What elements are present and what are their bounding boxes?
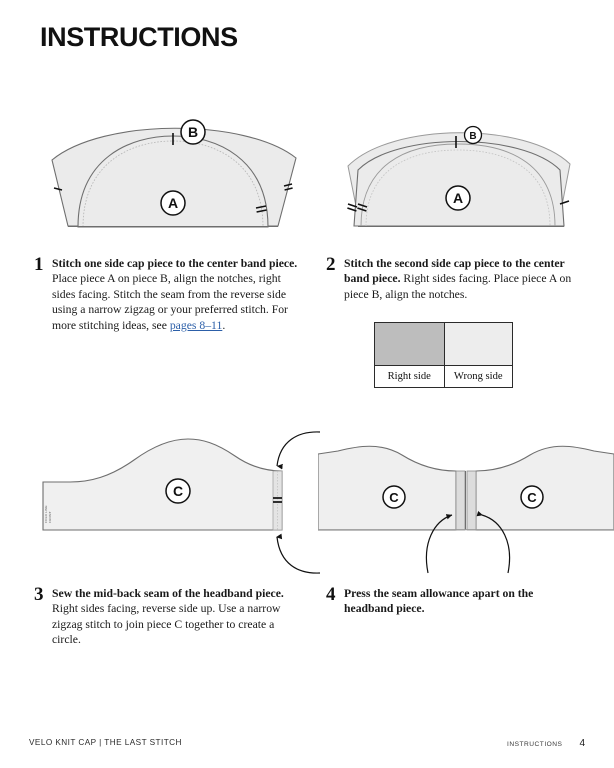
step-2-text [344,256,588,302]
seam-allowance-strip [273,471,282,530]
step-3-number: 3 [34,584,44,605]
figure-step-3-svg [30,425,320,575]
piece-c-left-label: C [389,490,399,505]
figure-step-4-svg [318,425,614,575]
step-1-number: 1 [34,254,44,275]
step-3-lead: Sew the mid-back seam of the headband piece. [52,587,284,600]
piece-a-label: A [452,190,464,206]
piece-c-right-label-badge [521,486,543,508]
figure-step-1-svg [30,100,315,230]
piece-c-left-label-badge [383,486,405,508]
piece-b-label: B [187,124,199,140]
step-1-text [52,256,298,333]
piece-c-right-shape [476,446,614,530]
footer-page-number: 4 [579,738,585,749]
step-1-body-tail: . [222,318,226,332]
step-3 [34,586,302,648]
footer-right-group [507,738,585,749]
footer-section-label: INSTRUCTIONS [506,741,563,748]
piece-a-label-badge [161,191,185,215]
step-4-number: 4 [326,584,336,605]
step-2-lead: Stitch the second side cap piece to the center band piece. [344,257,565,286]
piece-a-label: A [167,195,179,211]
figure-step-2-svg [330,100,585,230]
front-label: FRONT [48,511,52,523]
legend-swatch-row [375,323,512,365]
piece-c-shape [43,439,282,530]
piece-c-label-badge [166,479,190,503]
step-1 [34,256,298,333]
figure-step-3 [30,425,320,575]
piece-a-label-badge [446,186,470,210]
step-2 [326,256,588,302]
legend-label-row [375,365,512,387]
step-4-lead: Press the seam allowance apart on the headband piece. [344,587,534,616]
piece-b-label: B [469,131,477,142]
step-2-number: 2 [326,254,336,275]
figure-step-2 [330,100,585,230]
wrong-side-swatch [444,323,513,365]
right-side-swatch [375,323,444,365]
fabric-side-legend [374,322,513,388]
step-4 [326,586,576,617]
piece-c-right-label: C [527,490,537,505]
step-1-body: Place piece A on piece B, align the notches, right sides facing. Stitch the seam from the reverse side using a narrow zigzag or your preferred stitch. For more stitching ideas, see [52,272,288,332]
arrow-bottom-curved [277,537,320,573]
step-2-body: Right sides facing. Place piece A on piece B, align the notches. [344,272,572,301]
step-1-pages-link[interactable]: pages 8–11 [169,318,223,332]
step-3-body: Right sides facing, reverse side up. Use a narrow zigzag stitch to join piece C together to create a circle. [52,602,281,647]
page-title: INSTRUCTIONS [40,22,238,52]
step-4-text [344,586,576,617]
fold-line-label: FOLD LINE [44,505,48,523]
footer-project-title: VELO KNIT CAP | THE LAST STITCH [29,738,182,747]
figure-step-1 [30,100,315,230]
step-3-text [52,586,302,648]
piece-c-label: C [172,483,184,499]
piece-a-shape [354,142,564,227]
figure-step-4 [318,425,614,575]
step-1-lead: Stitch one side cap piece to the center band piece. [52,257,298,270]
wrong-side-label: Wrong side [444,366,513,387]
seam-allowance-left [456,471,465,530]
piece-b-label-badge [465,127,482,144]
right-side-label: Right side [375,366,444,387]
piece-b-label-badge [181,120,205,144]
page-footer [0,738,614,760]
seam-allowance-right [467,471,476,530]
arrow-top-curved [277,432,320,466]
